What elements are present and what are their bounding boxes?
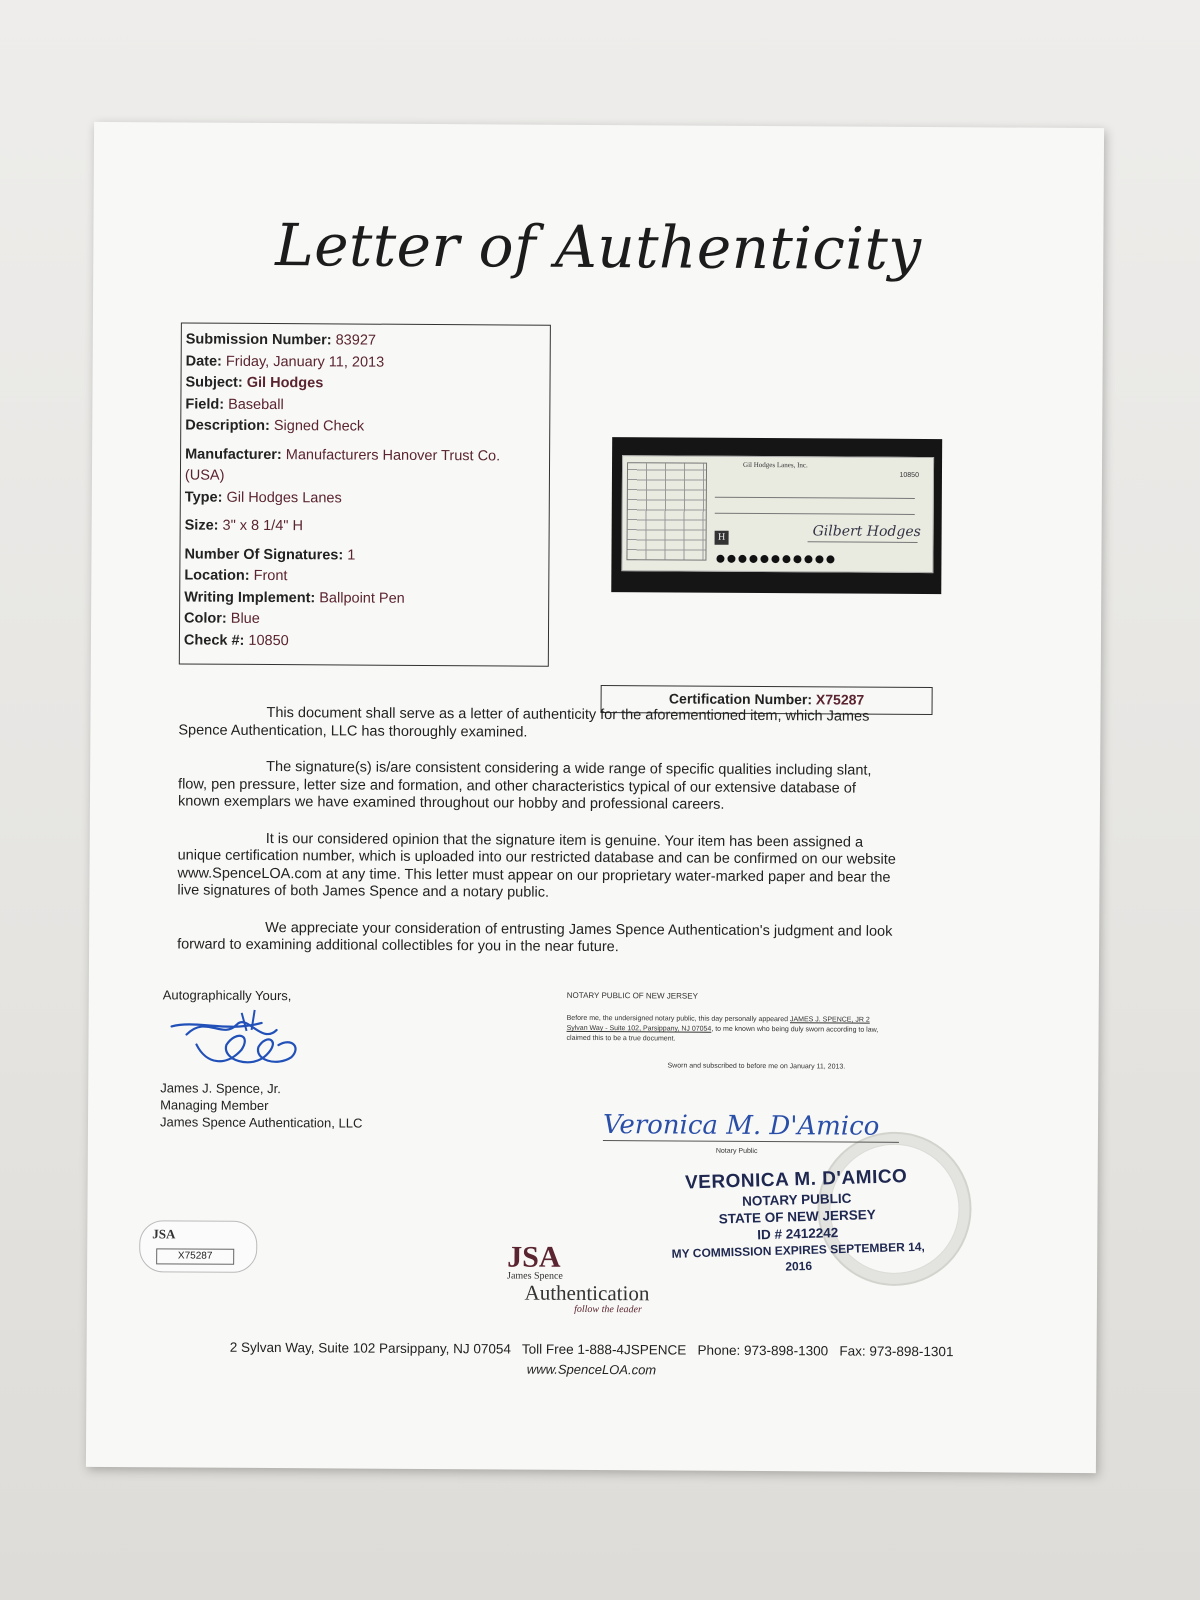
check-payee-line (715, 497, 915, 499)
check-stub-grid (626, 462, 707, 560)
jsa-logo (497, 1240, 677, 1316)
stamp-state: STATE OF NEW JERSEY (718, 1206, 876, 1227)
signer-role: Managing Member (160, 1097, 269, 1114)
stamp-name: VERONICA M. D'AMICO (684, 1166, 908, 1194)
footer-fax: Fax: 973-898-1301 (839, 1343, 954, 1360)
notary-stamp (656, 1165, 939, 1278)
color-row: Color: Blue (184, 610, 260, 627)
spence-signature (166, 1004, 306, 1075)
paragraph: We appreciate your consideration of entrusting James Spence Authentication's judgment and look forward to examining additional collectibles for you in the near future. (177, 919, 893, 956)
jsa-hologram-sticker (139, 1220, 257, 1273)
signer-block (160, 1079, 363, 1131)
description-row: Description: Signed Check (185, 417, 365, 435)
logo-tagline: follow the leader (574, 1303, 642, 1316)
notary-heading: NOTARY PUBLIC OF NEW JERSEY (566, 990, 698, 1001)
location-row: Location: Front (184, 567, 288, 585)
signer-company: James Spence Authentication, LLC (159, 1114, 363, 1131)
notary-signature: Veronica M. D'Amico (603, 1110, 900, 1143)
check-signature-line (808, 541, 918, 543)
footer-contact (87, 1339, 1097, 1360)
page-title: Letter of Authenticity (275, 211, 922, 283)
closing-text: Autographically Yours, (162, 987, 292, 1004)
paragraph: The signature(s) is/are consistent considering a wide range of specific qualities including slant, flow, pen pressure, letter size and formation, and other characteristics typical of our extensive database of known exemplars we have examined throughout our hobby and professional careers. (177, 758, 872, 813)
field-row: Field: Baseball (185, 395, 284, 413)
check-number-row: Check #: 10850 (183, 631, 289, 649)
notary-sworn: Sworn and subscribed to before me on January 11, 2013. (667, 1062, 846, 1071)
manufacturer-row: Manufacturer: Manufacturers Hanover Trust Co. (USA) (184, 445, 501, 484)
stamp-title: NOTARY PUBLIC (741, 1190, 852, 1209)
stamp-expires: MY COMMISSION EXPIRES SEPTEMBER 14, 2016 (671, 1239, 925, 1274)
certification-number-box: Certification Number: X75287 (601, 685, 933, 715)
bank-logo-icon: H (715, 531, 729, 545)
check-micr-line (716, 555, 834, 564)
check-amount-line (715, 513, 915, 515)
footer-tollfree: Toll Free 1-888-4JSPENCE (521, 1341, 687, 1358)
type-row: Type: Gil Hodges Lanes (184, 488, 342, 506)
size-row: Size: 3" x 8 1/4" H (184, 517, 303, 535)
letter-body (177, 704, 899, 977)
check-image-number: 10850 (899, 471, 919, 479)
footer-phone: Phone: 973-898-1300 (697, 1342, 829, 1359)
logo-authentication: Authentication (524, 1280, 650, 1306)
logo-james-spence: James Spence (507, 1270, 563, 1282)
writing-implement-row: Writing Implement: Ballpoint Pen (184, 588, 405, 607)
footer-website: www.SpenceLOA.com (526, 1361, 657, 1378)
check-photo (611, 437, 942, 594)
item-info-box (179, 322, 551, 666)
submission-number-row: Submission Number: 83927 (185, 331, 377, 349)
paragraph: It is our considered opinion that the signature item is genuine. Your item has been assigned a unique certification number, which is uploaded into our restricted database and can be confirmed on our website www.SpenceLOA.com at any time. This letter must appear on our proprietary water-marked paper and bear the live signatures of both James Spence and a notary public. (177, 830, 896, 901)
date-row: Date: Friday, January 11, 2013 (185, 352, 385, 371)
notary-block (566, 991, 886, 1071)
signer-name: James J. Spence, Jr. (160, 1080, 281, 1097)
footer-address: 2 Sylvan Way, Suite 102 Parsippany, NJ 07054 (229, 1339, 511, 1357)
check-image (621, 455, 934, 573)
check-bank-name: Gil Hodges Lanes, Inc. (743, 460, 808, 470)
paragraph: This document shall serve as a letter of authenticity for the aforementioned item, which James Spence Authentication, LLC has thoroughly examined. (178, 704, 870, 741)
notary-text: Before me, the undersigned notary public, this day personally appeared JAMES J. SPENCE, JR 2 Sylvan Way - Suite 102, Parsippany, NJ 07054, to me known who being duly sworn according to law, claimed this to be a true document. (566, 1014, 879, 1043)
sticker-number: X75287 (156, 1248, 234, 1264)
sticker-logo: JSA (152, 1226, 176, 1242)
check-signature: Gilbert Hodges (812, 523, 921, 540)
signatures-row: Number Of Signatures: 1 (184, 545, 356, 564)
letter-paper (86, 122, 1104, 1473)
stamp-id: ID # 2412242 (757, 1225, 839, 1243)
notary-label: Notary Public (715, 1147, 758, 1155)
logo-jsa: JSA (507, 1240, 561, 1274)
subject-row: Subject: Gil Hodges (185, 374, 324, 392)
